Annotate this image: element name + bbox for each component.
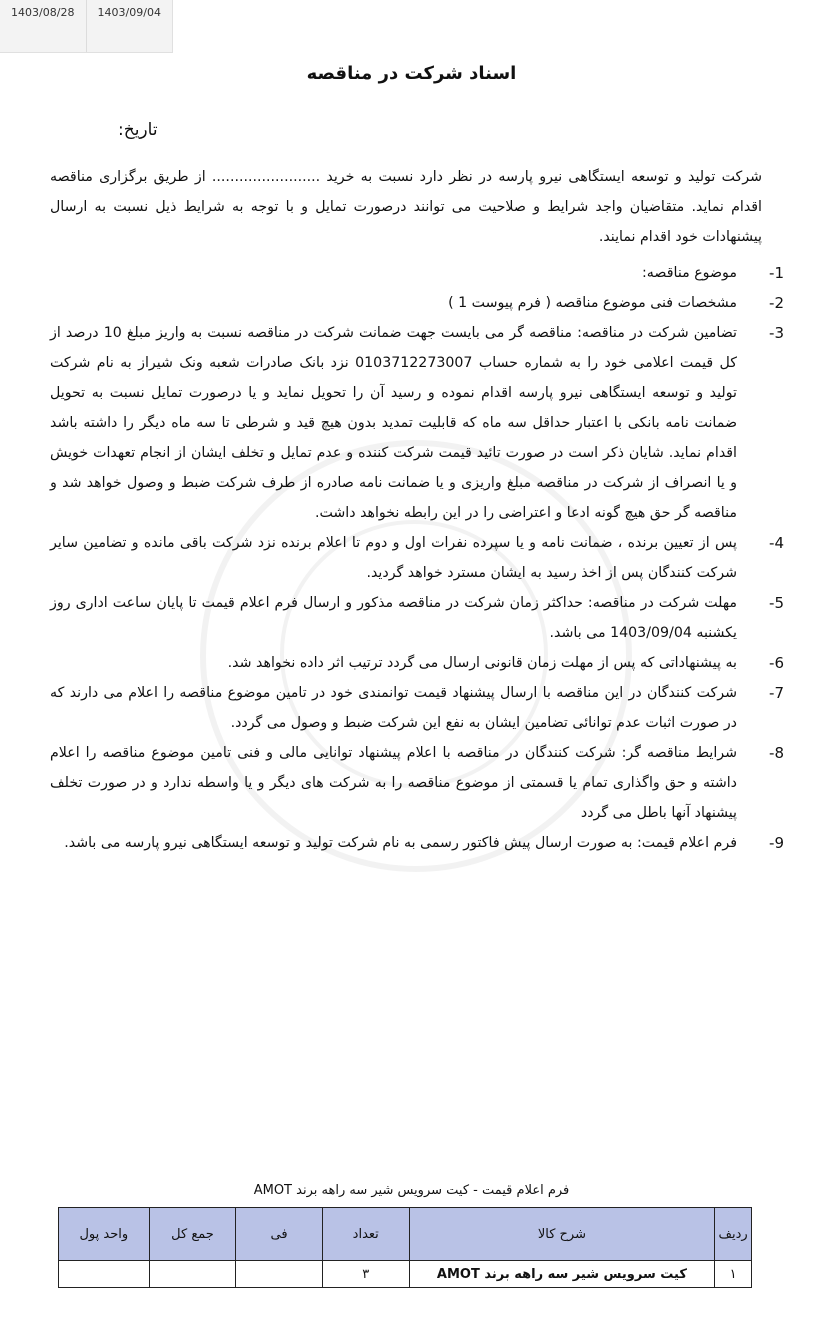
item-text: فرم اعلام قیمت: به صورت ارسال پیش فاکتور رسمی به نام شرکت تولید و توسعه ایستگاهی نیرو پارسه می باشد. bbox=[64, 835, 737, 851]
item-text: مشخصات فنی موضوع مناقصه ( فرم پیوست 1 ) bbox=[448, 295, 737, 311]
item-number: -2 bbox=[769, 294, 784, 312]
col-header-unit-price: فی bbox=[236, 1208, 322, 1261]
item-text: موضوع مناقصه: bbox=[642, 265, 737, 281]
price-form-table bbox=[58, 1207, 752, 1288]
list-item bbox=[50, 828, 784, 858]
col-header-currency: واحد پول bbox=[59, 1208, 150, 1261]
date-stamp-box bbox=[0, 0, 173, 53]
item-number: -7 bbox=[769, 684, 784, 702]
col-header-description: شرح کالا bbox=[409, 1208, 715, 1261]
item-number: -5 bbox=[769, 594, 784, 612]
cell-description: کیت سرویس شیر سه راهه برند AMOT bbox=[409, 1261, 715, 1288]
list-item bbox=[50, 318, 784, 528]
item-text: مهلت شرکت در مناقصه: حداکثر زمان شرکت در مناقصه مذکور و ارسال فرم اعلام قیمت تا پایان ساعت اداری روز یکشنبه 1403/09/04 می باشد. bbox=[50, 595, 737, 641]
cell-row-number: ۱ bbox=[715, 1261, 752, 1288]
date-label: تاریخ: bbox=[118, 120, 158, 140]
list-item bbox=[50, 648, 784, 678]
document-body bbox=[50, 162, 784, 858]
table-row bbox=[59, 1261, 752, 1288]
col-header-row-number: ردیف bbox=[715, 1208, 752, 1261]
cell-quantity: ۳ bbox=[322, 1261, 409, 1288]
item-number: -6 bbox=[769, 654, 784, 672]
item-number: -3 bbox=[769, 324, 784, 342]
col-header-total: جمع کل bbox=[149, 1208, 236, 1261]
list-item bbox=[50, 678, 784, 738]
item-text: به پیشنهاداتی که پس از مهلت زمان قانونی ارسال می گردد ترتیب اثر داده نخواهد شد. bbox=[227, 655, 737, 671]
list-item bbox=[50, 588, 784, 648]
conditions-list bbox=[50, 258, 784, 858]
intro-paragraph: شرکت تولید و توسعه ایستگاهی نیرو پارسه در نظر دارد نسبت به خرید ........................ از طریق برگزاری مناقصه اقدام نماید. متقاضیان واجد شرایط و صلاحیت می توانند درصورت تمایل و با توجه به شرایط ذیل نسبت به ارسال پیشنهادات خود اقدام نمایند. bbox=[50, 169, 762, 245]
document-title: اسناد شرکت در مناقصه bbox=[306, 63, 517, 84]
item-text: پس از تعیین برنده ، ضمانت نامه و یا سپرده نفرات اول و دوم تا اعلام برنده نزد شرکت باقی مانده و تضامین سایر شرکت کنندگان پس از اخذ رسید به ایشان مسترد خواهد گردید. bbox=[50, 535, 737, 581]
cell-currency bbox=[59, 1261, 150, 1288]
list-item bbox=[50, 288, 784, 318]
item-text: شرکت کنندگان در این مناقصه با ارسال پیشنهاد قیمت توانمندی خود در تامین موضوع مناقصه را اعلام می دارند که در صورت اثبات عدم توانائی تضامین ایشان به نفع این شرکت ضبط و وصول می گردد. bbox=[50, 685, 737, 731]
list-item bbox=[50, 528, 784, 588]
list-item bbox=[50, 738, 784, 828]
item-number: -4 bbox=[769, 534, 784, 552]
date-stamp-left: 1403/09/04 bbox=[86, 0, 173, 52]
date-stamp-right: 1403/08/28 bbox=[11, 6, 75, 19]
col-header-quantity: تعداد bbox=[322, 1208, 409, 1261]
item-number: -1 bbox=[769, 264, 784, 282]
price-form-caption: فرم اعلام قیمت - کیت سرویس شیر سه راهه برند AMOT bbox=[253, 1183, 570, 1198]
list-item bbox=[50, 258, 784, 288]
table-header-row bbox=[59, 1208, 752, 1261]
item-number: -9 bbox=[769, 834, 784, 852]
item-number: -8 bbox=[769, 744, 784, 762]
item-text: شرایط مناقصه گر: شرکت کنندگان در مناقصه با اعلام پیشنهاد توانایی مالی و فنی تامین موضوع مناقصه را اعلام داشته و حق واگذاری تمام یا قسمتی از موضوع مناقصه را به شرکت های دیگر و یا واسطه ندارد و در صورت تخلف پیشنهاد آنها باطل می گردد bbox=[50, 745, 737, 821]
item-text: تضامین شرکت در مناقصه: مناقصه گر می بایست جهت ضمانت شرکت در مناقصه نسبت به واریز مبلغ 10 درصد از کل قیمت اعلامی خود را به شماره حساب 0103712273007 نزد بانک صادرات شعبه ونک شیراز به نام شرکت تولید و توسعه ایستگاهی نیرو پارسه اقدام نموده و رسید آن را تحویل نماید و یا درصورت تمایل نسبت به تحویل ضمانت نامه بانکی با اعتبار حداقل سه ماه که قابلیت تمدید بدون هیچ قید و شرطی تا سه ماه دیگر را داشته باشد اقدام نماید. شایان ذکر است در صورت تائید قیمت شرکت کننده و عدم تمایل و تخلف ایشان از انجام تعهدات خویش و یا انصراف از شرکت در مناقصه مبلغ واریزی و یا ضمانت نامه صادره از طرف شرکت ضبط و وصول خواهد شد و مناقصه گر حق هیچ گونه ادعا و اعتراضی را در این رابطه نخواهد داشت. bbox=[50, 325, 737, 521]
cell-unit-price bbox=[236, 1261, 322, 1288]
cell-total bbox=[149, 1261, 236, 1288]
